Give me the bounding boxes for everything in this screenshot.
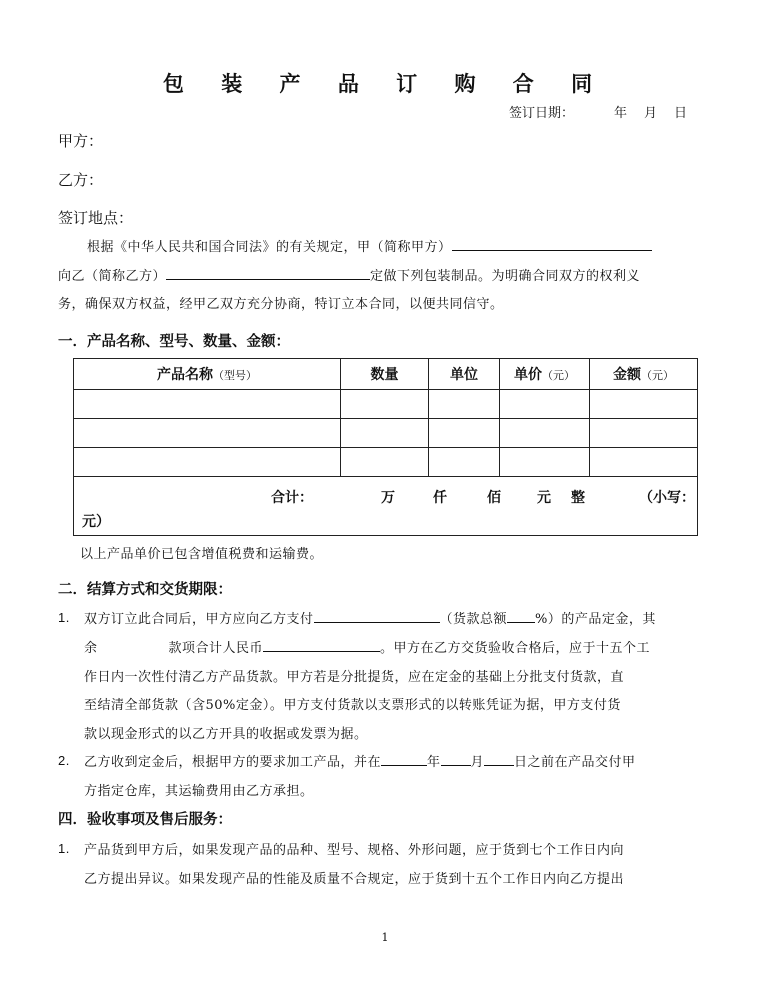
section-4-heading: 四．验收事项及售后服务： — [58, 812, 232, 828]
item-1-line-2 — [84, 637, 650, 656]
table-cell[interactable] — [74, 419, 341, 448]
signing-place-label: 签订地点： — [58, 209, 134, 227]
table-row — [74, 390, 698, 419]
item-2-line-1 — [84, 751, 636, 770]
table-cell[interactable] — [341, 448, 429, 477]
table-cell[interactable] — [74, 390, 341, 419]
header-quantity: 数量 — [341, 359, 429, 390]
intro-text-2b: 定做下列包装制品。为明确合同双方的权利义 — [370, 269, 641, 284]
deposit-amount-blank[interactable] — [314, 608, 440, 623]
table-cell[interactable] — [590, 390, 698, 419]
intro-line-2 — [58, 265, 640, 284]
party-b-short-name-blank[interactable] — [166, 265, 370, 280]
table-cell[interactable] — [500, 390, 590, 419]
table-cell[interactable] — [590, 419, 698, 448]
document-title: 包 装 产 品 订 购 合 同 — [162, 72, 608, 96]
deposit-percent-blank[interactable] — [507, 608, 535, 623]
table-cell[interactable] — [500, 419, 590, 448]
total-line — [271, 487, 695, 507]
item-3-line-2: 乙方提出异议。如果发现产品的性能及质量不合规定，应于货到十五个工作日内向乙方提出 — [84, 872, 625, 887]
remaining-amount-blank[interactable] — [263, 637, 380, 652]
unit-zheng: 整 — [571, 490, 585, 506]
section-1-heading: 一．产品名称、型号、数量、金额： — [58, 334, 290, 350]
product-table — [73, 358, 698, 536]
table-row — [74, 448, 698, 477]
intro-text-1: 根据《中华人民共和国合同法》的有关规定，甲（简称甲方） — [87, 240, 452, 255]
section-2-heading: 二．结算方式和交货期限： — [58, 582, 232, 598]
unit-qian: 仟 — [433, 490, 447, 506]
party-b-label: 乙方： — [58, 171, 104, 189]
total-label: 合计： — [271, 490, 313, 506]
unit-yuan: 元 — [537, 490, 551, 506]
item-2-text-d: 日之前在产品交付甲 — [514, 755, 636, 770]
unit-wan: 万 — [381, 490, 395, 506]
party-a-short-name-blank[interactable] — [452, 236, 652, 251]
header-product-name: 产品名称（型号） — [74, 359, 341, 390]
item-2-text-c: 月 — [470, 755, 485, 770]
table-cell[interactable] — [500, 448, 590, 477]
header-unit: 单位 — [429, 359, 500, 390]
signing-date-line — [509, 102, 687, 121]
table-cell[interactable] — [590, 448, 698, 477]
table-cell[interactable] — [429, 390, 500, 419]
item-2-text-b: 年 — [427, 755, 441, 770]
delivery-day-blank[interactable] — [484, 751, 514, 766]
party-a-label: 甲方： — [58, 132, 104, 150]
item-1-text-c: %）的产品定金，其 — [535, 612, 656, 627]
item-1-line-1 — [84, 608, 656, 627]
item-1-text-b: （货款总额 — [439, 612, 508, 627]
table-cell[interactable] — [429, 448, 500, 477]
delivery-year-blank[interactable] — [381, 751, 427, 766]
price-note: 以上产品单价已包含增值税费和运输费。 — [80, 547, 324, 562]
item-1-line-3: 作日内一次性付清乙方产品货款。甲方若是分批提货，应在定金的基础上分批支付货款，直 — [84, 670, 625, 685]
item-3-line-1: 产品货到甲方后，如果发现产品的品种、型号、规格、外形问题，应于货到七个工作日内向 — [84, 843, 625, 858]
item-1-text-f: 。甲方在乙方交货验收合格后，应于十五个工 — [380, 641, 651, 656]
item-1-text-a: 双方订立此合同后，甲方应向乙方支付 — [84, 612, 314, 627]
item-2-text-a: 乙方收到定金后，根据甲方的要求加工产品，并在 — [84, 755, 382, 770]
table-row — [74, 419, 698, 448]
header-amount: 金额（元） — [590, 359, 698, 390]
item-1-text-d: 余 — [84, 641, 98, 656]
unit-bai: 佰 — [487, 490, 501, 506]
item-1-text-e: 款项合计人民币 — [168, 641, 264, 656]
item-2-line-2: 方指定仓库，其运输费用由乙方承担。 — [84, 784, 314, 799]
item-3-number: 1. — [58, 841, 70, 856]
table-header-row — [74, 359, 698, 390]
table-cell[interactable] — [74, 448, 341, 477]
item-2-number: 2. — [58, 753, 70, 768]
date-day: 日 — [674, 106, 688, 121]
lowercase-unit: 元） — [82, 514, 110, 530]
item-1-line-4: 至结清全部货款（含50%定金）。甲方支付货款以支票形式的以转账凭证为据，甲方支付货 — [84, 698, 621, 713]
item-1-number: 1. — [58, 610, 70, 625]
date-year: 年 — [614, 106, 628, 121]
total-cell[interactable] — [74, 477, 698, 536]
table-total-row — [74, 477, 698, 536]
lowercase-label: （小写： — [639, 490, 695, 506]
intro-line-3: 务，确保双方权益，经甲乙双方充分协商，特订立本合同，以便共同信守。 — [58, 297, 504, 312]
intro-text-2a: 向乙（简称乙方） — [58, 269, 167, 284]
table-cell[interactable] — [341, 419, 429, 448]
table-cell[interactable] — [341, 390, 429, 419]
page-number: 1 — [381, 931, 389, 944]
date-month: 月 — [644, 106, 658, 121]
table-cell[interactable] — [429, 419, 500, 448]
signing-date-label: 签订日期： — [509, 106, 575, 121]
intro-line-1 — [87, 236, 652, 255]
delivery-month-blank[interactable] — [441, 751, 471, 766]
item-1-line-5: 款以现金形式的以乙方开具的收据或发票为据。 — [84, 727, 368, 742]
header-unit-price: 单价（元） — [500, 359, 590, 390]
